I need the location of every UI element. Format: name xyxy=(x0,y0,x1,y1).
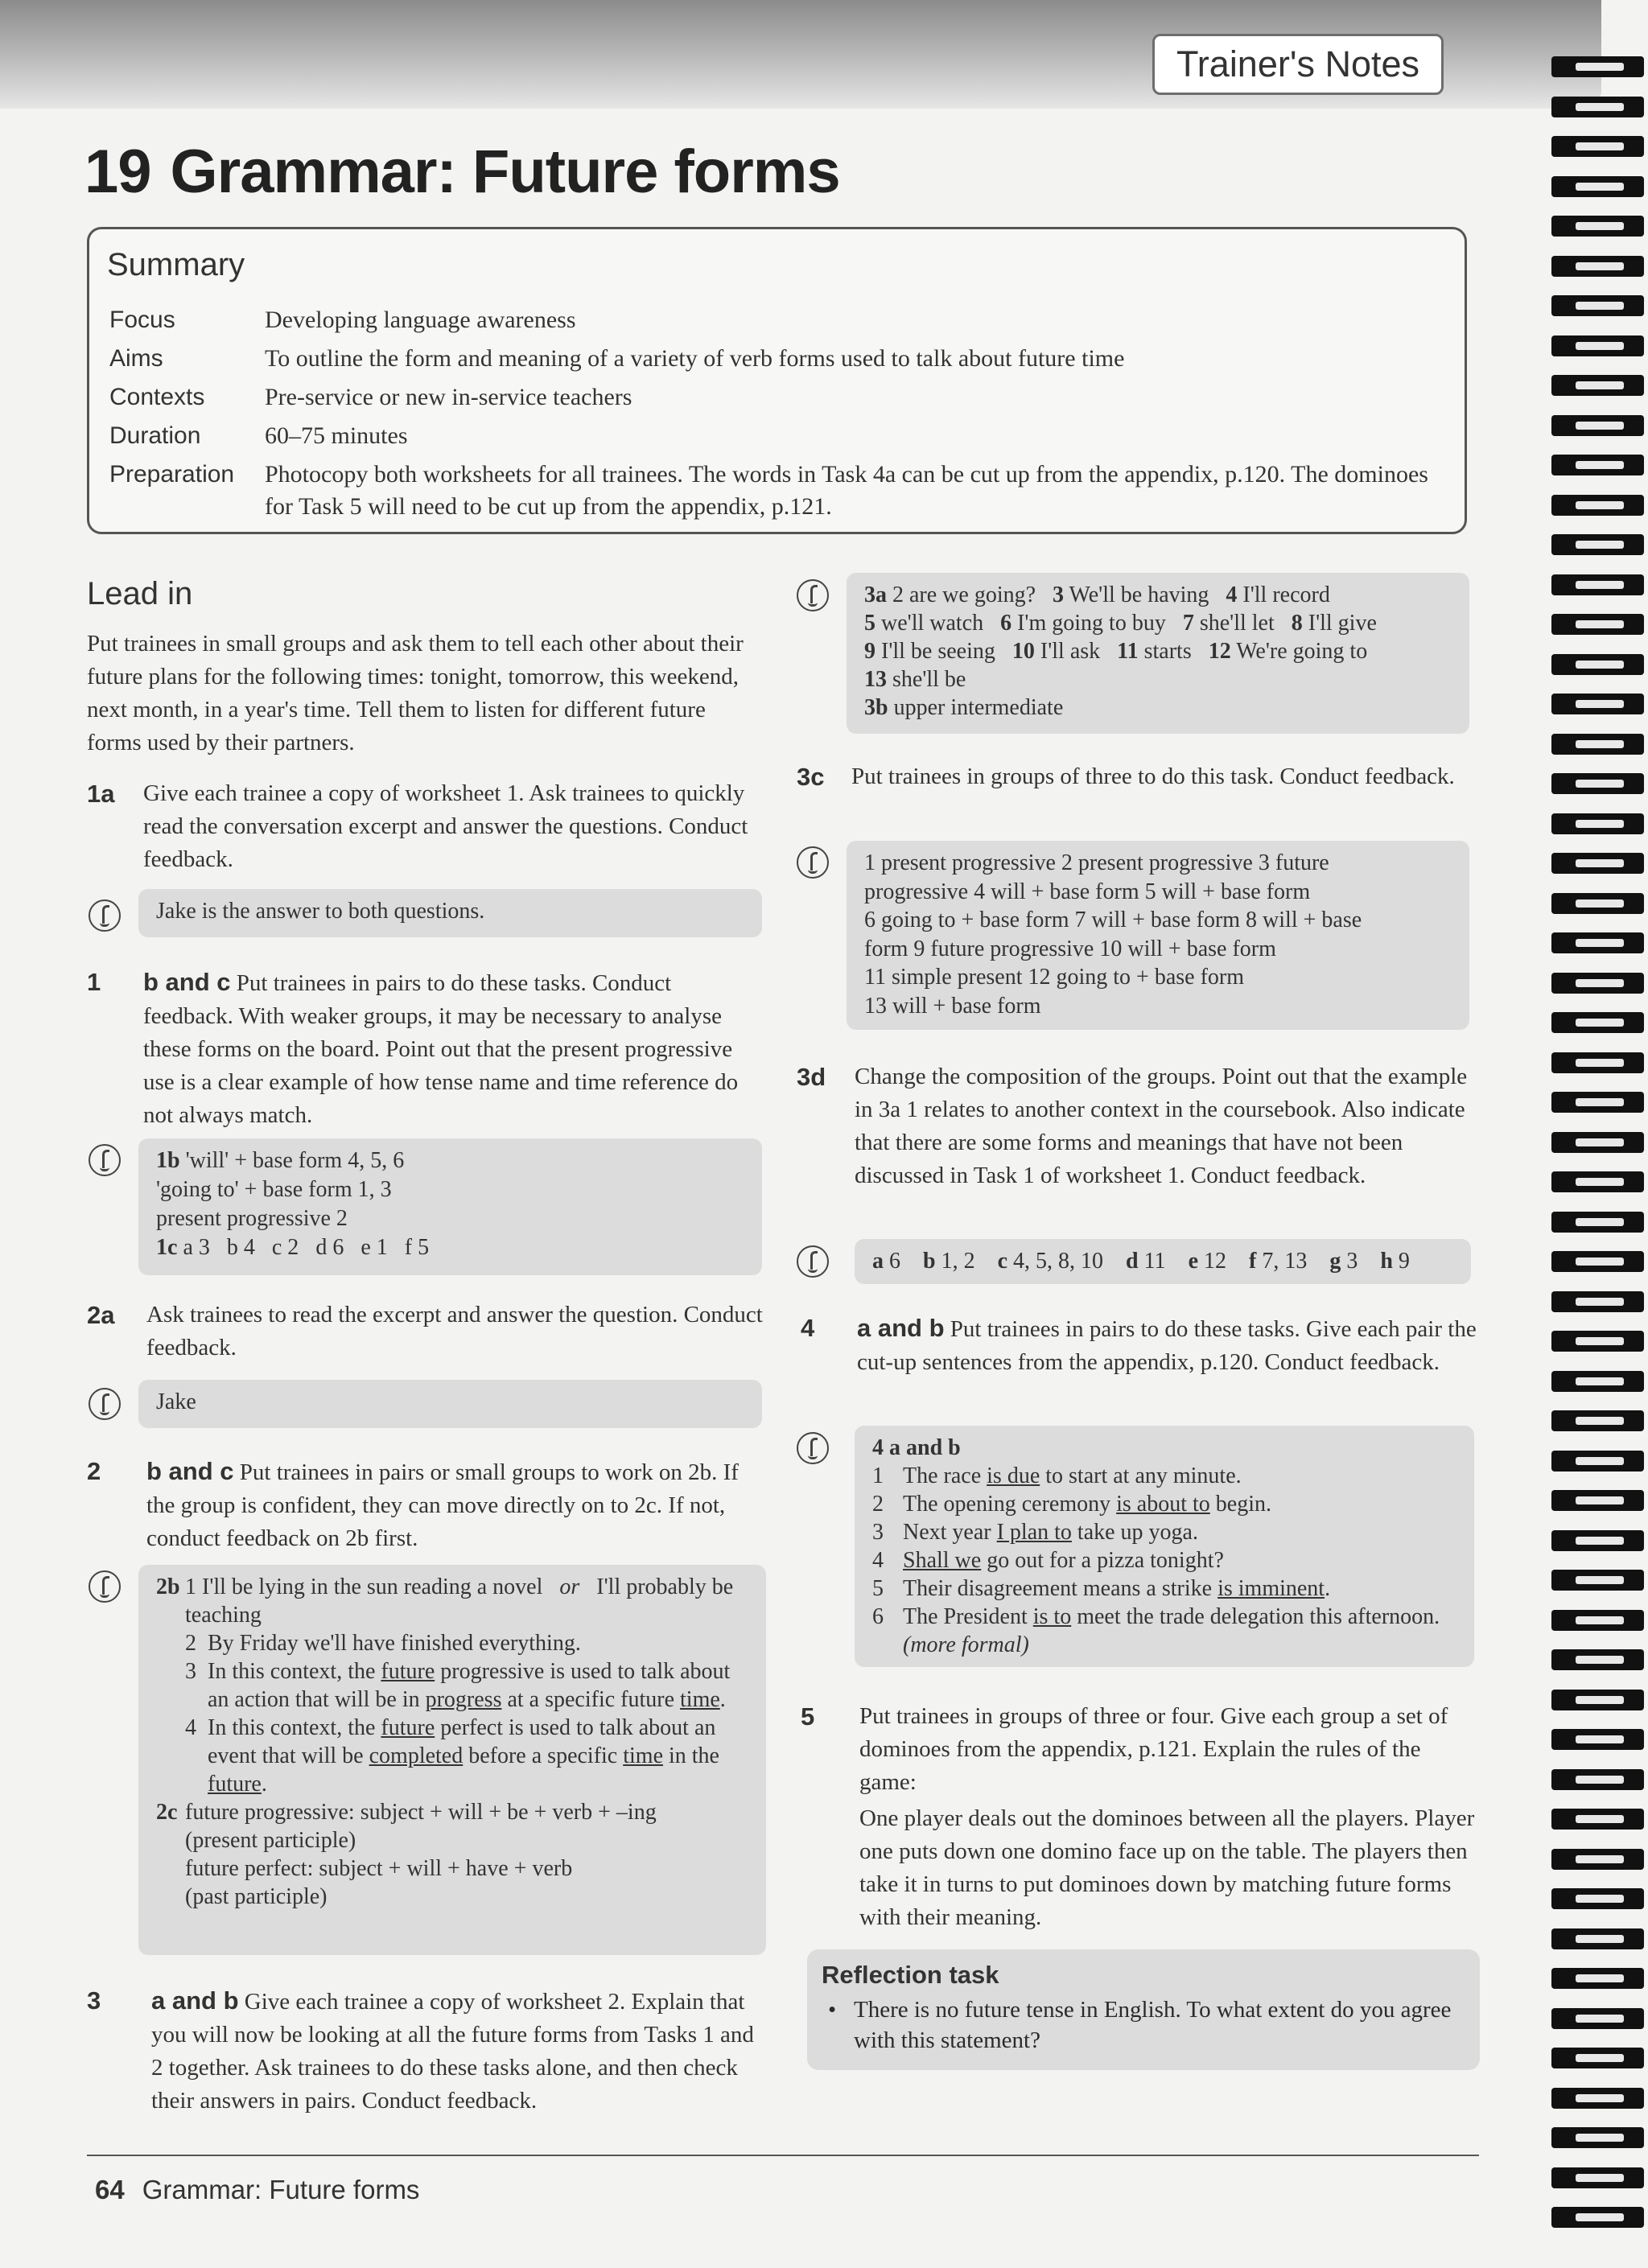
answer-item xyxy=(872,1603,1456,1659)
answer-text: . xyxy=(261,1772,267,1797)
answer-key: b xyxy=(923,1249,936,1274)
answer-text: 'will' + base form 4, 5, 6 xyxy=(185,1148,405,1173)
spiral-coil xyxy=(1551,1371,1644,1392)
answer-text: 9 xyxy=(1398,1249,1410,1274)
summary-title: Summary xyxy=(107,247,245,282)
answer-text: 12 xyxy=(1204,1249,1226,1274)
spiral-coil xyxy=(1551,534,1644,555)
answer-text: take up yoga. xyxy=(1077,1520,1198,1545)
item-number: 3 xyxy=(872,1520,884,1545)
answer-text: meet the trade delegation this afternoon. xyxy=(1077,1604,1440,1629)
task-label: 1a xyxy=(87,780,115,808)
answer-text: progressive is used to talk about an action that will be in xyxy=(208,1659,731,1712)
lead-in-title: Lead in xyxy=(87,576,193,611)
item-number: 1 xyxy=(185,1574,196,1599)
answer-line: 11 simple present 12 going to + base form xyxy=(864,965,1245,990)
answer-key: 6 xyxy=(1000,611,1012,636)
answer-text: By Friday we'll have finished everything. xyxy=(208,1631,581,1656)
answer-line xyxy=(864,581,1452,609)
answer-key: a xyxy=(872,1249,884,1274)
task-body: Put trainees in pairs to do these tasks. Conduct feedback. With weaker groups, it may be necessary to analyse these forms on the board. Point out that the present progressive use is a clear example of how tense name and time reference do not always match. xyxy=(143,970,739,1128)
answer-key: 13 xyxy=(864,667,887,692)
task-text: Change the composition of the groups. Point out that the example in 3a 1 relates to another context in the coursebook. Also indicate that there are some forms and meanings that have not been discussed in Task 1 of worksheet 1. Conduct feedback. xyxy=(855,1064,1468,1188)
answer-key: 4 xyxy=(1226,582,1238,607)
answer-text: I'll be seeing xyxy=(881,639,995,664)
page-footer xyxy=(95,2175,419,2205)
answer-3c xyxy=(847,841,1469,1030)
answer-line xyxy=(156,1146,744,1175)
answer-key: 11 xyxy=(1117,639,1139,664)
answer-item xyxy=(156,1657,748,1714)
spiral-coil xyxy=(1551,1451,1644,1472)
answer-key: c xyxy=(997,1249,1008,1274)
task-text: Put trainees in groups of three to do this task. Conduct feedback. xyxy=(851,764,1455,789)
answer-key: 8 xyxy=(1291,611,1303,636)
underlined-word: future xyxy=(208,1772,262,1797)
answer-text: in the xyxy=(669,1743,719,1768)
answer-text: 1, 2 xyxy=(941,1249,975,1274)
answer-list xyxy=(872,1462,1456,1659)
task-text xyxy=(859,1700,1481,1934)
footer-title: Grammar: Future forms xyxy=(142,2175,420,2204)
answer-text: starts xyxy=(1143,639,1192,664)
answer-1a: Jake is the answer to both questions. xyxy=(138,889,762,937)
answer-text: we'll watch xyxy=(881,611,984,636)
task-body: Give each trainee a copy of worksheet 2. Explain that you will now be looking at all the future forms from Tasks 1 and 2 together. Ask trainees to do these tasks alone, and then check their answers in pairs. Conduct feedback. xyxy=(151,1989,754,2114)
answer-item xyxy=(872,1490,1456,1518)
key-icon xyxy=(89,1388,121,1420)
spiral-coil xyxy=(1551,773,1644,794)
answer-line: 'going to' + base form 1, 3 xyxy=(156,1177,392,1202)
key-icon xyxy=(89,1144,121,1176)
key-icon xyxy=(89,899,121,932)
answer-text: We're going to xyxy=(1236,639,1368,664)
answer-2bc xyxy=(138,1565,766,1955)
task-sub-label: a and b xyxy=(857,1314,945,1342)
summary-value: Developing language awareness xyxy=(265,307,576,333)
underlined-word: progress xyxy=(425,1687,502,1712)
summary-box xyxy=(87,227,1467,534)
answer-text: I'll record xyxy=(1242,582,1330,607)
page-number: 64 xyxy=(95,2175,125,2204)
summary-label: Preparation xyxy=(109,461,235,488)
answer-key: 1b xyxy=(156,1148,180,1173)
answer-text: she'll let xyxy=(1199,611,1275,636)
answer-text: Next year xyxy=(903,1520,991,1545)
spiral-coil xyxy=(1551,2167,1644,2188)
spiral-coil xyxy=(1551,734,1644,755)
spiral-coil xyxy=(1551,1809,1644,1830)
answer-text: go out for a pizza tonight? xyxy=(987,1548,1224,1573)
answer-key: 9 xyxy=(864,639,876,664)
answer-text: e 1 xyxy=(360,1235,388,1260)
spiral-coil xyxy=(1551,1410,1644,1431)
spiral-coil xyxy=(1551,375,1644,396)
summary-label: Focus xyxy=(109,307,175,333)
answer-line xyxy=(864,637,1452,665)
task-label: 1 xyxy=(87,968,101,996)
answer-item xyxy=(872,1518,1456,1546)
underlined-word: time xyxy=(680,1687,720,1712)
task-label: 4 xyxy=(801,1314,815,1342)
task-sub-label: a and b xyxy=(151,1986,239,2015)
spiral-coil xyxy=(1551,1132,1644,1153)
answer-key: 3b xyxy=(864,695,888,720)
spiral-coil xyxy=(1551,1291,1644,1312)
answer-text: The President xyxy=(903,1604,1028,1629)
answer-3d xyxy=(855,1239,1471,1284)
key-icon xyxy=(797,846,829,879)
unit-title: Grammar: Future forms xyxy=(170,138,840,206)
answer-line: future perfect: subject + will + have + verb xyxy=(185,1856,573,1881)
spiral-coil xyxy=(1551,1012,1644,1033)
spiral-coil xyxy=(1551,893,1644,914)
answer-text: upper intermediate xyxy=(893,695,1064,720)
answer-key: d xyxy=(1126,1249,1139,1274)
answer-item xyxy=(872,1462,1456,1490)
answer-text: d 6 xyxy=(315,1235,344,1260)
answer-1bc xyxy=(138,1138,762,1275)
task-sub-label: b and c xyxy=(146,1457,234,1485)
answer-item xyxy=(156,1714,748,1798)
item-number: 2 xyxy=(872,1492,884,1517)
spiral-coil xyxy=(1551,1490,1644,1511)
spiral-coil xyxy=(1551,415,1644,436)
spiral-coil xyxy=(1551,335,1644,356)
answer-line: (past participle) xyxy=(185,1884,328,1909)
answer-line xyxy=(864,665,1452,694)
answer-text: a 3 xyxy=(183,1235,210,1260)
summary-value: To outline the form and meaning of a variety of verb forms used to talk about future time xyxy=(265,345,1125,372)
key-icon xyxy=(797,579,829,611)
spiral-coil xyxy=(1551,1610,1644,1631)
answer-text: I'm going to buy xyxy=(1017,611,1166,636)
answer-text: to start at any minute. xyxy=(1045,1463,1242,1488)
spiral-coil xyxy=(1551,256,1644,277)
spiral-coil xyxy=(1551,2207,1644,2228)
spiral-coil xyxy=(1551,1251,1644,1272)
answer-key: 12 xyxy=(1208,639,1231,664)
spiral-coil xyxy=(1551,1052,1644,1073)
underlined-word: time xyxy=(623,1743,663,1768)
spiral-coil xyxy=(1551,813,1644,834)
task-text xyxy=(151,1984,767,2118)
underlined-word: future xyxy=(381,1659,435,1684)
answer-text: 7, 13 xyxy=(1262,1249,1308,1274)
answer-key: 4 a and b xyxy=(872,1435,961,1460)
task-label: 3c xyxy=(797,763,825,791)
lead-in-text: Put trainees in small groups and ask them to tell each other about their future plans for the following times: tonight, tomorrow, this weekend, next month, in a year's time. Tell them to listen for different future forms used by their partners. xyxy=(87,631,744,755)
task-body: Put trainees in groups of three or four. Give each group a set of dominoes from the appendix, p.121. Explain the rules of the game: xyxy=(859,1703,1448,1795)
item-number: 2 xyxy=(185,1631,196,1656)
spiral-coil xyxy=(1551,1690,1644,1710)
spiral-coil xyxy=(1551,1888,1644,1909)
answer-text: b 4 xyxy=(226,1235,255,1260)
underlined-word: is to xyxy=(1032,1604,1072,1629)
summary-label: Duration xyxy=(109,422,201,449)
answer-text: 6 xyxy=(889,1249,900,1274)
spiral-coil xyxy=(1551,1570,1644,1591)
spiral-coil xyxy=(1551,614,1644,635)
answer-text: I'll ask xyxy=(1040,639,1101,664)
underlined-word: is due xyxy=(987,1463,1040,1488)
answer-text: or xyxy=(559,1574,580,1599)
key-icon xyxy=(89,1570,121,1603)
answer-item xyxy=(156,1573,748,1629)
answer-text: before a specific xyxy=(468,1743,618,1768)
answer-line: 6 going to + base form 7 will + base form 8 will + base xyxy=(864,908,1362,932)
answer-4ab xyxy=(855,1426,1474,1667)
answer-line: 13 will + base form xyxy=(864,993,1041,1019)
summary-value: Pre-service or new in-service teachers xyxy=(265,384,632,410)
answer-line: 1 present progressive 2 present progressive 3 future xyxy=(864,850,1329,875)
answer-text: In this context, the xyxy=(208,1659,376,1684)
summary-label: Contexts xyxy=(109,384,205,410)
answer-text: I'll be lying in the sun reading a novel xyxy=(202,1574,543,1599)
footer-rule xyxy=(87,2155,1479,2156)
spiral-coil xyxy=(1551,694,1644,714)
answer-text: I'll give xyxy=(1308,611,1377,636)
unit-number: 19 xyxy=(84,138,151,206)
answer-key: 1c xyxy=(156,1235,178,1260)
item-number: 4 xyxy=(185,1715,196,1740)
spiral-coil xyxy=(1551,136,1644,157)
item-number: 5 xyxy=(872,1576,884,1601)
reflection-title: Reflection task xyxy=(822,1961,999,1989)
item-number: 4 xyxy=(872,1548,884,1573)
task-sub-label: b and c xyxy=(143,968,231,996)
task-body: Put trainees in pairs or small groups to work on 2b. If the group is confident, they can move directly on to 2c. If not, conduct feedback on 2b first. xyxy=(146,1459,739,1551)
spiral-coil xyxy=(1551,1530,1644,1551)
summary-value: Photocopy both worksheets for all trainees. The words in Task 4a can be cut up from the appendix, p.120. The dominoes for Task 5 will need to be cut up from the appendix, p.121. xyxy=(265,461,1428,520)
answer-item xyxy=(872,1546,1456,1574)
task-body: Put trainees in pairs to do these tasks. Give each pair the cut-up sentences from the appendix, p.120. Conduct feedback. xyxy=(857,1316,1477,1375)
page-title xyxy=(84,137,840,207)
answer-text: perfect is used to talk about an event that will be xyxy=(208,1715,716,1768)
answer-text: f 5 xyxy=(404,1235,430,1260)
spiral-coil xyxy=(1551,1212,1644,1233)
spiral-coil xyxy=(1551,1968,1644,1989)
answer-key: g xyxy=(1329,1249,1341,1274)
answer-key: 2b xyxy=(156,1574,180,1599)
item-number: 6 xyxy=(872,1604,884,1629)
answer-line: progressive 4 will + base form 5 will + base form xyxy=(864,879,1311,904)
spiral-coil xyxy=(1551,2048,1644,2068)
answer-text: 3 xyxy=(1346,1249,1358,1274)
answer-text: . xyxy=(1325,1576,1331,1601)
spiral-coil xyxy=(1551,1928,1644,1949)
spiral-coil xyxy=(1551,1769,1644,1790)
answer-text: 2 are we going? xyxy=(892,582,1036,607)
task-text xyxy=(143,965,755,1132)
spiral-coil xyxy=(1551,2088,1644,2109)
answer-key: 3 xyxy=(1053,582,1065,607)
answer-key: f xyxy=(1249,1249,1257,1274)
task-text: Ask trainees to read the excerpt and answer the question. Conduct feedback. xyxy=(146,1302,763,1360)
answer-key: 2c xyxy=(156,1800,178,1825)
answer-item xyxy=(156,1629,748,1657)
answer-2a: Jake xyxy=(138,1380,762,1428)
task-body: One player deals out the dominoes between all the players. Player one puts down one domino face up on the table. The players then take it in turns to put dominoes down by matching future forms with their meaning. xyxy=(859,1805,1475,1930)
answer-key: h xyxy=(1380,1249,1393,1274)
spiral-coil xyxy=(1551,574,1644,595)
key-icon xyxy=(797,1432,829,1464)
answer-line xyxy=(156,1233,744,1262)
spiral-coil xyxy=(1551,2127,1644,2148)
answer-text: Their disagreement means a strike xyxy=(903,1576,1213,1601)
spiral-coil xyxy=(1551,1729,1644,1750)
spiral-coil xyxy=(1551,455,1644,475)
answer-text: . xyxy=(719,1687,726,1712)
task-label: 2 xyxy=(87,1457,101,1485)
spiral-coil xyxy=(1551,654,1644,675)
answer-key: 10 xyxy=(1011,639,1035,664)
answer-text: The opening ceremony xyxy=(903,1492,1111,1517)
answer-line: form 9 future progressive 10 will + base form xyxy=(864,936,1276,961)
underlined-word: Shall we xyxy=(903,1548,982,1573)
spiral-coil xyxy=(1551,1092,1644,1113)
key-icon xyxy=(797,1245,829,1278)
underlined-word: I plan to xyxy=(996,1520,1072,1545)
item-number: 1 xyxy=(872,1463,884,1488)
spiral-coil xyxy=(1551,97,1644,117)
answer-line: (present participle) xyxy=(185,1828,356,1853)
reflection-task-box xyxy=(807,1949,1480,2070)
spiral-coil xyxy=(1551,295,1644,316)
answer-text: begin. xyxy=(1215,1492,1272,1517)
spiral-coil xyxy=(1551,1331,1644,1352)
spiral-coil xyxy=(1551,495,1644,516)
spiral-coil xyxy=(1551,853,1644,874)
spiral-coil xyxy=(1551,1849,1644,1870)
reflection-bullet: • There is no future tense in English. To what extent do you agree with this statement? xyxy=(822,1994,1465,2056)
task-label: 3 xyxy=(87,1986,101,2015)
summary-label: Aims xyxy=(109,345,163,372)
answer-3ab xyxy=(847,573,1469,734)
item-number: 3 xyxy=(185,1659,196,1684)
answer-text: I'll probably be teaching xyxy=(185,1574,734,1628)
task-label: 5 xyxy=(801,1702,815,1731)
task-text xyxy=(146,1455,763,1555)
spiral-coil xyxy=(1551,1649,1644,1670)
answer-key: 7 xyxy=(1182,611,1194,636)
task-text: Give each trainee a copy of worksheet 1. Ask trainees to quickly read the conversation excerpt and answer the questions. Conduct feedback. xyxy=(143,780,748,872)
spiral-coil xyxy=(1551,932,1644,953)
answer-line xyxy=(864,694,1452,722)
answer-heading xyxy=(872,1434,1456,1462)
spiral-coil xyxy=(1551,973,1644,994)
answer-text: 4, 5, 8, 10 xyxy=(1013,1249,1104,1274)
answer-key: e xyxy=(1188,1249,1198,1274)
answer-text: future progressive: subject + will + be + verb + –ing xyxy=(185,1800,657,1825)
answer-text: 11 xyxy=(1143,1249,1166,1274)
task-label: 3d xyxy=(797,1063,826,1091)
answer-text: c 2 xyxy=(271,1235,299,1260)
answer-line: present progressive 2 xyxy=(156,1206,348,1231)
answer-line xyxy=(864,609,1452,637)
summary-value: 60–75 minutes xyxy=(265,422,408,449)
spiral-coil xyxy=(1551,216,1644,237)
answer-item xyxy=(156,1798,748,1826)
spiral-binding xyxy=(1543,32,1648,2237)
spiral-coil xyxy=(1551,176,1644,197)
trainers-notes-tab: Trainer's Notes xyxy=(1152,34,1444,95)
spiral-coil xyxy=(1551,56,1644,77)
underlined-word: future xyxy=(381,1715,435,1740)
spiral-coil xyxy=(1551,2008,1644,2029)
answer-text: The race xyxy=(903,1463,982,1488)
underlined-word: is imminent xyxy=(1217,1576,1325,1601)
answer-note: (more formal) xyxy=(903,1632,1029,1657)
answer-text: she'll be xyxy=(892,667,966,692)
task-text xyxy=(857,1311,1481,1379)
answer-item xyxy=(872,1574,1456,1603)
answer-text: at a specific future xyxy=(507,1687,675,1712)
answer-key: 3a xyxy=(864,582,887,607)
answer-text: We'll be having xyxy=(1069,582,1209,607)
answer-key: 5 xyxy=(864,611,876,636)
underlined-word: is about to xyxy=(1116,1492,1210,1517)
spiral-coil xyxy=(1551,1171,1644,1192)
task-label: 2a xyxy=(87,1301,115,1329)
answer-text: In this context, the xyxy=(208,1715,376,1740)
underlined-word: completed xyxy=(369,1743,464,1768)
